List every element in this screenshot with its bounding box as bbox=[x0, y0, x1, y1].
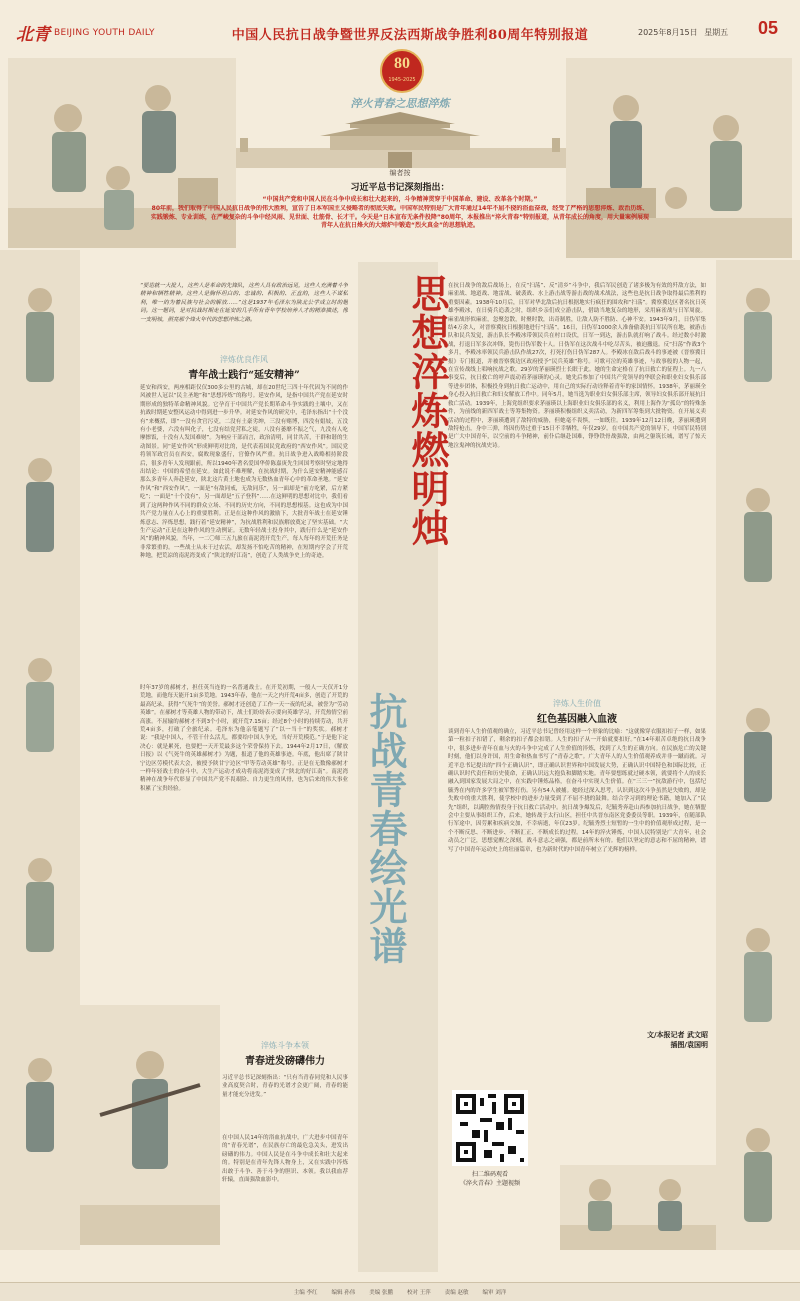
editor-note-body: 80年前，我们取得了中国人民抗日战争的伟大胜利，宣告了日本军国主义侵略者的彻底失败。中国军民特别是广大青年通过14年不屈不挠的浴血奋战，经受了严格的思想淬炼、政治历练、实践锻炼、专业训练，在严峻复杂的斗争中经风雨、见世面、壮筋骨、长才干。今天是“日本宣布无条件投降”80周年，本报推出“淬火青春”特别报道，从青年成长的角度，用大量案例展现青年人在抗日烽火的大熔炉中锻造“烈火真金”的思想轨迹。 bbox=[150, 205, 650, 230]
column-name-text: 淬火青春之思想淬炼 bbox=[350, 97, 450, 110]
section2-kicker: 淬炼斗争本领 bbox=[261, 1041, 309, 1050]
logo-cn: 北青 bbox=[16, 25, 50, 45]
byline bbox=[580, 1030, 708, 1050]
footer-item: 编审 刘洋 bbox=[482, 1290, 507, 1296]
logo-en: BEIJING YOUTH DAILY bbox=[54, 27, 155, 38]
qr-caption-line1: 扫二维码观看 bbox=[471, 1171, 508, 1178]
anniversary-badge bbox=[380, 49, 424, 93]
issue-date bbox=[638, 27, 728, 38]
section1-body: 延安和西安，两座相距仅仅300多公里的古城，却在20世纪三四十年代因为不同的作风被世人冠以“民主圣地”和“思想淬炼”的称号。延安作风，是指中国共产党在延安时期形成的独特革命精神风貌。它孕育于中国共产党长期革命斗争实践的土壤中，又在抗战时期延安整风运动中得到进一步升华。对延安作风的研究中，毛泽东指出“十个没有”来概括，即“一没有贪官污吏，二没有土豪劣绅，三没有赌博，四没有娼妓，五没有小老婆，六没有叫化子，七没有结党营私之徒，八没有萎靡不振之气，九没有人吃摩擦饭，十没有人发国难财”。为响应干部而言，政治清明，同甘共苦，干群和谐的生动图景。同“延安作风”形成鲜明对比的，是代表着国民党政府的“西安作风”。国民党将领军政官员在西安，腐败现象盛行，官僚作风严重。抗日战争进入战略相持阶段后，很多青年人发现跟前，所以1940年著名爱国华侨陈嘉庚先生回国考察时坚定地得出结论：中国的希望在延安。如此说不难理解，在抗战时期，为什么延安精神能感召那么多青年人奔赴延安，陕北这片黄土地也成为无数热血青年心中的革命圣地。“延安作风”和“西安作风”，一面是“有敌同戒，无敌同乐”，另一面却是“前方吃紧，后方紧吃”；一面是“十个没有”，另一面却是“五子登科”……在这鲜明的思想对比中，我们看到了这两种作风不同的群众立场、不同的历史方向，不同的思想根基。这也成为中国共产党力量在人心上的重要胜利。正是在这种作风的激励下，大批青年战士在延安锤炼意志、淬炼思想，践行着“延安精神”，为抗战胜利和民族解放奠定了坚实基础。“大生产运动”正是在这种作风的生动例证。无数年轻战士投身其中，践行什么是“延安作风”的精神风貌。当年，一二〇师三五九旅在南泥湾开荒生产，每人每年的开荒任务是非常繁重的。一些战士从未干过农活，却发扬不怕吃苦的精神，在短期内学会了开荒种地，把荒凉的南泥湾变成了“陕北的好江南”，创造了人类战争史上的奇迹。 bbox=[140, 385, 348, 560]
footer-bar bbox=[0, 1282, 800, 1301]
illustration-bottom-left bbox=[80, 1005, 220, 1245]
section1-body-cont: 时年37岁的郝树才，担任英当连的一名普通战士。在开荒初期，一般人一天仅开1分荒地，而他每天能开1亩多荒地。1943年春，他在一天之内开荒4亩多，创造了开荒的最高纪录，获得“气死牛”的美誉。郝树才还创造了工作一天一夜的纪录，被誉为“劳动英雄”。在郝树才等英雄人物的带动下，战士们纷纷表示要向英雄学习，开荒热情空前高涨。不屈输的郝树才不到3个小时，就开荒7.15亩；经过8个小时的持续劳动，共开荒4亩多，打破了全旅纪录。毛泽东为他亲笔题写了“以一当十”的奖状。郝树才说：“我是中国人，不管干什么活儿，都要给中国人争光，当好开荒模范。”于是他下定决心：就是累死，也要把一天开荒最多这个荣誉保持下去。1944年2月17日，《解放日报》以《气死牛的英雄郝树才》为题，报道了他的英雄事迹。年底，他出席了陕甘宁边区劳模代表大会，被授予陕甘宁边区“甲等劳动英雄”称号。正是在无数像郝树才一样年轻战士的奋斗中，大生产运动才成功将南泥湾变成了“陕北的好江南”。南泥湾精神在战争年代彰显了中国共产党不畏艰险、自力更生的风骨，也为后来的伟大事业积累了宝贵经验。 bbox=[140, 685, 348, 792]
editor-note-label: 编者按 bbox=[389, 169, 411, 177]
section2-title: 青春迸发磅礴伟力 bbox=[245, 1056, 325, 1067]
masthead bbox=[0, 0, 800, 52]
headline-line1: 思想淬炼燃明烛 bbox=[405, 274, 450, 547]
byline-writer: 文/本报记者 武文昭 bbox=[647, 1031, 708, 1039]
section3-body: 谈到青年人生价值观的确立，习近平总书记曾经用这样一个形象的比喻：“这就像穿衣服扣扣子一样，如果第一粒扣子扣错了，剩余的扣子都会扣错。人生的扣子从一开始就要扣好。”在14年艰苦卓绝的抗日战争中，很多进步青年在血与火的斗争中完成了人生价值的淬炼，找到了人生的正确方向。在民族危亡的关键时刻，他们以身许国，用生命和热血书写了“青春之歌”。广大青年人的人生价值观养成并非一蹴而就。习近平总书记提出的“四个正确认识”，即正确认识世界和中国发展大势，正确认识中国特色和国际比较，正确认识时代责任和历史使命，正确认识远大抱负和脚踏实地。青年要想练就过硬本领，就要将个人的成长融入到国家发展大局之中，在实践中锤炼品格，在奋斗中实现人生价值。在“三三一”抗敌游行中，包括纪毓秀在内的许多学生被军警打伤。另有54人被捕。她经过深入思考，认识到这次斗争虽然是失败的，却是失败中的重大胜利，使学校中的进步力量受到了不屈不挠的鼓舞。结合学习到的理论书籍，她加入了“民先”组织，以满腔热情投身于抗日救亡活动中。抗日战争爆发后，纪毓秀奔赴山西参加抗日战争，她在牺盟会中主要从事组织工作，后来，她转战于太行山区，担任中共晋东南区党委委员等职。1939年，在随部队行军途中，因劳累和疾病交加，不幸病逝，年仅23岁。纪毓秀烈士短暂的一生中的价值观形成过程，是一个不断反思、不断进步、不断汇正、不断成长的过程。14年的淬火锤炼，中国人民特别是广大青年，社会动员之广泛，思想觉醒之深刻，战斗意志之顽强，都是前所未有的。他们以坚定的意志和不屈的精神，谱写了中国青年运动史上的壮丽篇章，也为新时代的中国青年树立了光辉的榜样。 bbox=[448, 729, 706, 853]
illustration-left-side bbox=[0, 250, 80, 1250]
editor-note-subtitle: 习近平总书记深刻指出： bbox=[350, 183, 450, 193]
headline-band bbox=[358, 262, 450, 1272]
byline-illustrator: 插图/袁国明 bbox=[670, 1041, 708, 1049]
footer-item: 美编 张鹏 bbox=[369, 1290, 393, 1296]
section2-quote: 习近平总书记深刻指出：“只有当青春同党和人民事业高度契合时，青春的光谱才会更广阔，青春的能量才能充分迸发。” bbox=[222, 1075, 348, 1098]
section2-body: 在中国人民14年的浴血抗战中，广大进步中国青年的“青春光谱”，在民族存亡的最危急关头，进发出磅礴的伟力。中国人民是在斗争中成长和壮大起来的。特别是在青年先锋人物身上，又在实践中淬炼出敢于斗争、善于斗争的胆识、本领。我以我血荐轩辕，直面强敌血影中。 bbox=[222, 1135, 348, 1184]
qr-code[interactable] bbox=[452, 1090, 528, 1166]
editor-note bbox=[150, 168, 650, 244]
right-body: 在抗日战争的敌后战场上，在反“扫荡”、反“清乡”斗争中，我后军民创造了诸多极为有效的歼敌方法，如麻雀战、地道战、地雷战、破袭战、水上游击战等游击战的战术战法，这些也是抗日战争取得最后胜利的重要因素。1938年10月后，日军对华北敌后抗日根据地实行疯狂的围攻和“扫荡”。冀察冀边区著名抗日英雄李殿冰，在日骑兵追袭之时，组织乡亲们成立游击队，借助当地复杂的地形，采用麻雀战与日军周旋。麻雀战形似麻雀，忽聚忽散，时聚时散，出奇制胜，让敌人防不胜防、心神不安。1943年9月，日伪军集结4万余人，对晋察冀抗日根据地进行“扫荡”。16日，日伪军1000余人准备偷袭抗日军民所在地，被游击队和民兵发觉，游击队长李殿冰带领民兵在村口设伏，日军一到达，游击队就打响了战斗。经过数小时激战，打退日军多次冲锋，毙伤日伪军数十人。日伪军在这次战斗中吃尽苦头，被迫撤退。反“扫荡”作战3个多月，李殿冰率领民兵游击队作战27次，打死打伤日伪军287人。李殿冰在敌后战斗的事迹被《晋察冀日报》专门报道，并被晋察冀边区政府授予“民兵英雄”称号。可歌可泣的英雄事迹，与故事般的人物一起，在宣传战线上唱响抗战之歌。29岁的茅丽瑛烈士长眠于此。她的生命定格在了抗日救亡的征程上。九一八事变后，抗日救亡的呼声震动着茅丽瑛的心灵。她先后参加了中国共产党领导的华联会和职业妇女俱乐部等进步团体，积极投身到抗日救亡运动中，用自己的实际行动诠释着青年的家国情怀。1938年，茅丽瑛全身心投入抗日救亡和妇女解放工作中。同年5月，她当选为职业妇女俱乐部主席，领导妇女俱乐部开展抗日救亡活动。1939年，上海党组织要求茅丽瑛以上海职业妇女俱乐部的名义，利用上海作为“孤岛”的特殊条件，为前线的新四军战士等筹集物资。茅丽瑛积极组织义卖活动，为新四军筹集到大批物资。在开展义卖活动的过程中，茅丽瑛遭到了敌特的威胁，但她毫不畏惧，一如既往。1939年12月12日晚，茅丽瑛遭到敌特枪击，身中三弹，终因伤势过重于15日不幸牺牲，年仅29岁。在中国共产党的领导下，中国军民特别是广大中国青年，以空前的斗争精神，前仆后继赴国难，铮铮铁骨战强敌，由两之躯筑长城，谱写了惊天地泣鬼神的抗战史诗。 bbox=[448, 283, 706, 449]
special-report-title: 中国人民抗日战争暨世界反法西斯战争胜利80周年特别报道 bbox=[231, 28, 589, 43]
footer-item: 责编 赵敏 bbox=[444, 1290, 469, 1296]
page-number: 05 bbox=[758, 18, 779, 38]
section3-kicker: 淬炼人生价值 bbox=[553, 699, 601, 708]
headline-line2: 抗战青春绘光谱 bbox=[363, 692, 408, 965]
footer-item: 编辑 孙伟 bbox=[331, 1290, 356, 1296]
date-text: 2025年8月15日 bbox=[638, 28, 698, 37]
illustration-right-side bbox=[716, 260, 800, 1250]
footer-item: 校对 王萍 bbox=[407, 1290, 431, 1296]
qr-caption bbox=[440, 1170, 540, 1188]
section1-title: 青年战士践行“延安精神” bbox=[188, 370, 300, 381]
badge-number: 80 bbox=[394, 55, 410, 72]
editor-note-quote: “中国共产党和中国人民在斗争中成长和壮大起来的，斗争精神贯穿于中国革命、建设、改革各个时期。” bbox=[262, 196, 538, 203]
intro-paragraph: “要造就一大批人，这些人是革命的先锋队，这些人具有政治远见，这些人充满着斗争精神和牺牲精神。这些人是胸怀坦白的、忠诚的、积极的、正直的，这些人不谋私利，唯一的为着民族与社会的解放……”这是1937年毛泽东为陕北公学成立时的题词。这一题词，是对抗战时期走在延安的几乎所有青年学校培养人才的精准描述，像一支明烛，照亮那个烽火年代的思想淬炼之路。 bbox=[140, 283, 348, 323]
section1-kicker: 淬炼优良作风 bbox=[220, 355, 268, 364]
weekday-text: 星期五 bbox=[704, 28, 729, 37]
footer-item: 主编 李红 bbox=[293, 1290, 318, 1296]
tiananmen-illustration bbox=[230, 108, 570, 168]
qr-caption-line2: 《淬火青春》主题视频 bbox=[459, 1180, 520, 1187]
illustration-bottom-right bbox=[560, 1165, 716, 1250]
section3-title: 红色基因融入血液 bbox=[537, 714, 617, 725]
logo bbox=[16, 20, 155, 45]
badge-caption: 1945-2025 bbox=[388, 77, 416, 83]
